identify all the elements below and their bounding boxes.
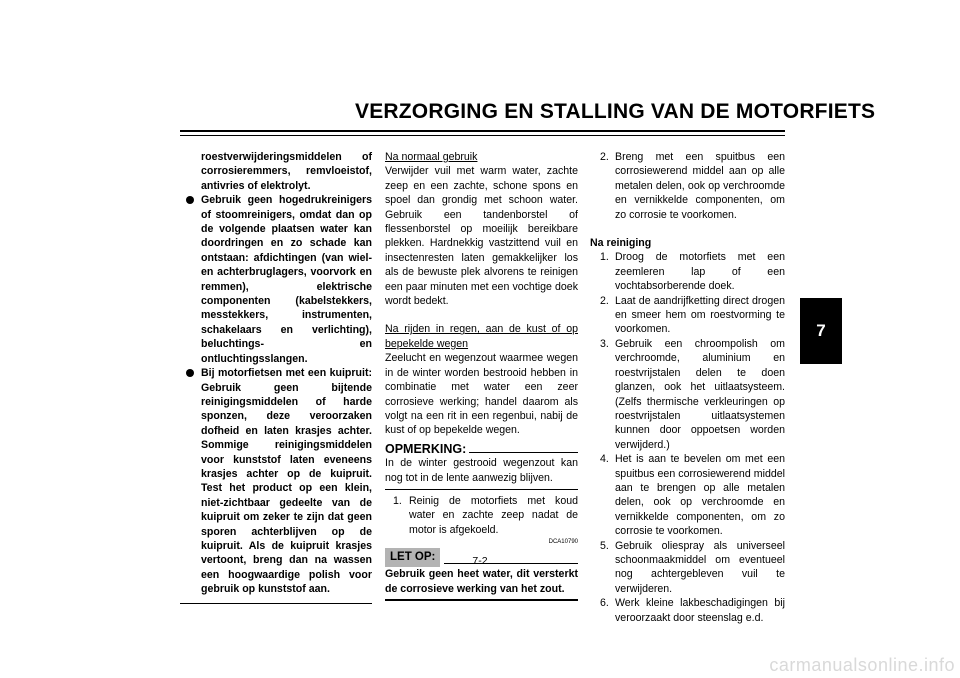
warning-intro: roestverwijderingsmiddelen of corrosieremmers, remvloeistof, antivries of elektrolyt. [201, 151, 372, 192]
caution-end-rule [385, 599, 578, 601]
paragraph-rain-use: Zeelucht en wegenzout waarmee wegen in de winter worden bestrooid hebben in combinatie met water een zeer corrosieve werking; handel daarom als volgt na een rit in een regenbui, nabij de kust of op bepekelde wegen. [385, 352, 578, 437]
list-item [590, 452, 785, 538]
list-item [590, 337, 785, 452]
heading-rain-use: Na rijden in regen, aan de kust of op bepekelde wegen [385, 323, 578, 350]
heading-after-cleaning: Na reiniging [590, 237, 652, 250]
caution-text: Gebruik geen heet water, dit versterkt de corrosieve werking van het zout. [385, 568, 578, 595]
list-text: Gebruik een chroompolish om verchroomde, aluminium en roestvrijstalen delen te doen glanzen, ook het uitlaatsysteem. (Zelfs thermische verkleuringen op roestvrijstalen uitlaatsystemen kunnen door oppoetsen worden verwijderd.) [615, 337, 785, 451]
list-number: 6. [600, 597, 609, 610]
page-number: 7-2 [472, 555, 488, 567]
page-title: VERZORGING EN STALLING VAN DE MOTORFIETS [355, 100, 876, 123]
bullet-item [180, 193, 372, 366]
list-number: 4. [600, 453, 609, 466]
note-text: In de winter gestrooid wegenzout kan nog tot in de lente aanwezig blijven. [385, 457, 578, 484]
step-item [385, 494, 578, 537]
paragraph-normal-use: Verwijder vuil met warm water, zachte zeep en een zachte, schone spons en spoel dan grondig met schoon water. Gebruik een tandenborstel of flessenborstel op moeilijk bereikbare plekken. Hardnekkig vastzittend vuil en insectenresten laten gemakkelijker los als de bewuste plek alvorens te reinigen een paar minuten met een vochtige doek wordt bedekt. [385, 165, 578, 308]
list-text: Werk kleine lakbeschadigingen bij veroorzaakt door steenslag e.d. [615, 597, 785, 624]
bullet-text: Gebruik geen hogedrukreinigers of stoomreinigers, omdat dan op de volgende plaatsen water kan doordringen en zo schade kan ontstaan: afdichtingen (van wiel- en achterbruglagers, voorvork en remmen), elektrische componenten (kabelstekkers, messtekkers, instrumenten, schakelaars en verlichting), beluchtings- en ontluchtingsslangen. [201, 194, 372, 365]
list-number: 5. [600, 539, 609, 552]
bullet-item [180, 366, 372, 597]
step-text: Reinig de motorfiets met koud water en zachte zeep nadat de motor is afgekoeld. [409, 494, 578, 536]
step-number: 1. [393, 494, 402, 507]
list-item [590, 250, 785, 293]
list-number: 3. [600, 337, 609, 350]
header-rule [180, 130, 785, 132]
step-text: Breng met een spuitbus een corrosiewerend middel aan op alle metalen delen, ook op verchroomde en vernikkelde componenten, om zo corrosie te voorkomen. [615, 151, 785, 221]
list-item [590, 294, 785, 337]
note-end-rule [385, 489, 578, 490]
bullet-dot-icon [186, 369, 194, 377]
list-number: 1. [600, 251, 609, 264]
list-item [590, 596, 785, 625]
note-label: OPMERKING: [385, 441, 467, 456]
list-text: Droog de motorfiets met een zeemleren lap of een vochtabsorberende doek. [615, 251, 785, 293]
chapter-tab[interactable]: 7 [800, 298, 842, 364]
note-header [385, 442, 578, 456]
list-text: Laat de aandrijfketting direct drogen en smeer hem om roestvorming te voorkomen. [615, 294, 785, 336]
list-item [590, 539, 785, 597]
column-warnings [180, 150, 372, 604]
step-item [590, 150, 785, 222]
column-cleaning [385, 150, 578, 601]
step-number: 2. [600, 151, 609, 163]
bullet-text: Bij motorfietsen met een kuipruit: Gebruik geen bijtende reinigingsmiddelen of harde sponzen, deze veroorzaken dofheid en laten krasjes achter. Sommige reinigingsmiddelen voor kunststof laten eveneens krasjes achter op de kuipruit. Test het product op een klein, niet-zichtbaar gedeelte van de kuipruit om zeker te zijn dat geen sporen achterblijven op de kuipruit. Als de kuipruit krasjes vertoont, breng dan na wassen een hoogwaardige polish voor gebruik op kunststof aan. [201, 367, 372, 596]
list-number: 2. [600, 294, 609, 307]
list-text: Gebruik oliespray als universeel schoonmaakmiddel om eventueel nog achtergebleven vuil te verwijderen. [615, 539, 785, 595]
heading-normal-use: Na normaal gebruik [385, 151, 478, 163]
header-rule-thin [180, 135, 785, 136]
caution-label: LET OP: [385, 548, 440, 567]
caution-code: DCA10790 [548, 539, 578, 546]
column-after-cleaning [590, 150, 785, 625]
watermark-text: carmanualsonline.info [769, 655, 955, 675]
bullet-dot-icon [186, 196, 194, 204]
list-text: Het is aan te bevelen om met een spuitbus een corrosiewerend middel aan te brengen op alle metalen delen, ook op verchroomde en vernikkelde componenten, om zo corrosie te voorkomen. [615, 453, 785, 538]
section-end-rule [180, 603, 372, 604]
